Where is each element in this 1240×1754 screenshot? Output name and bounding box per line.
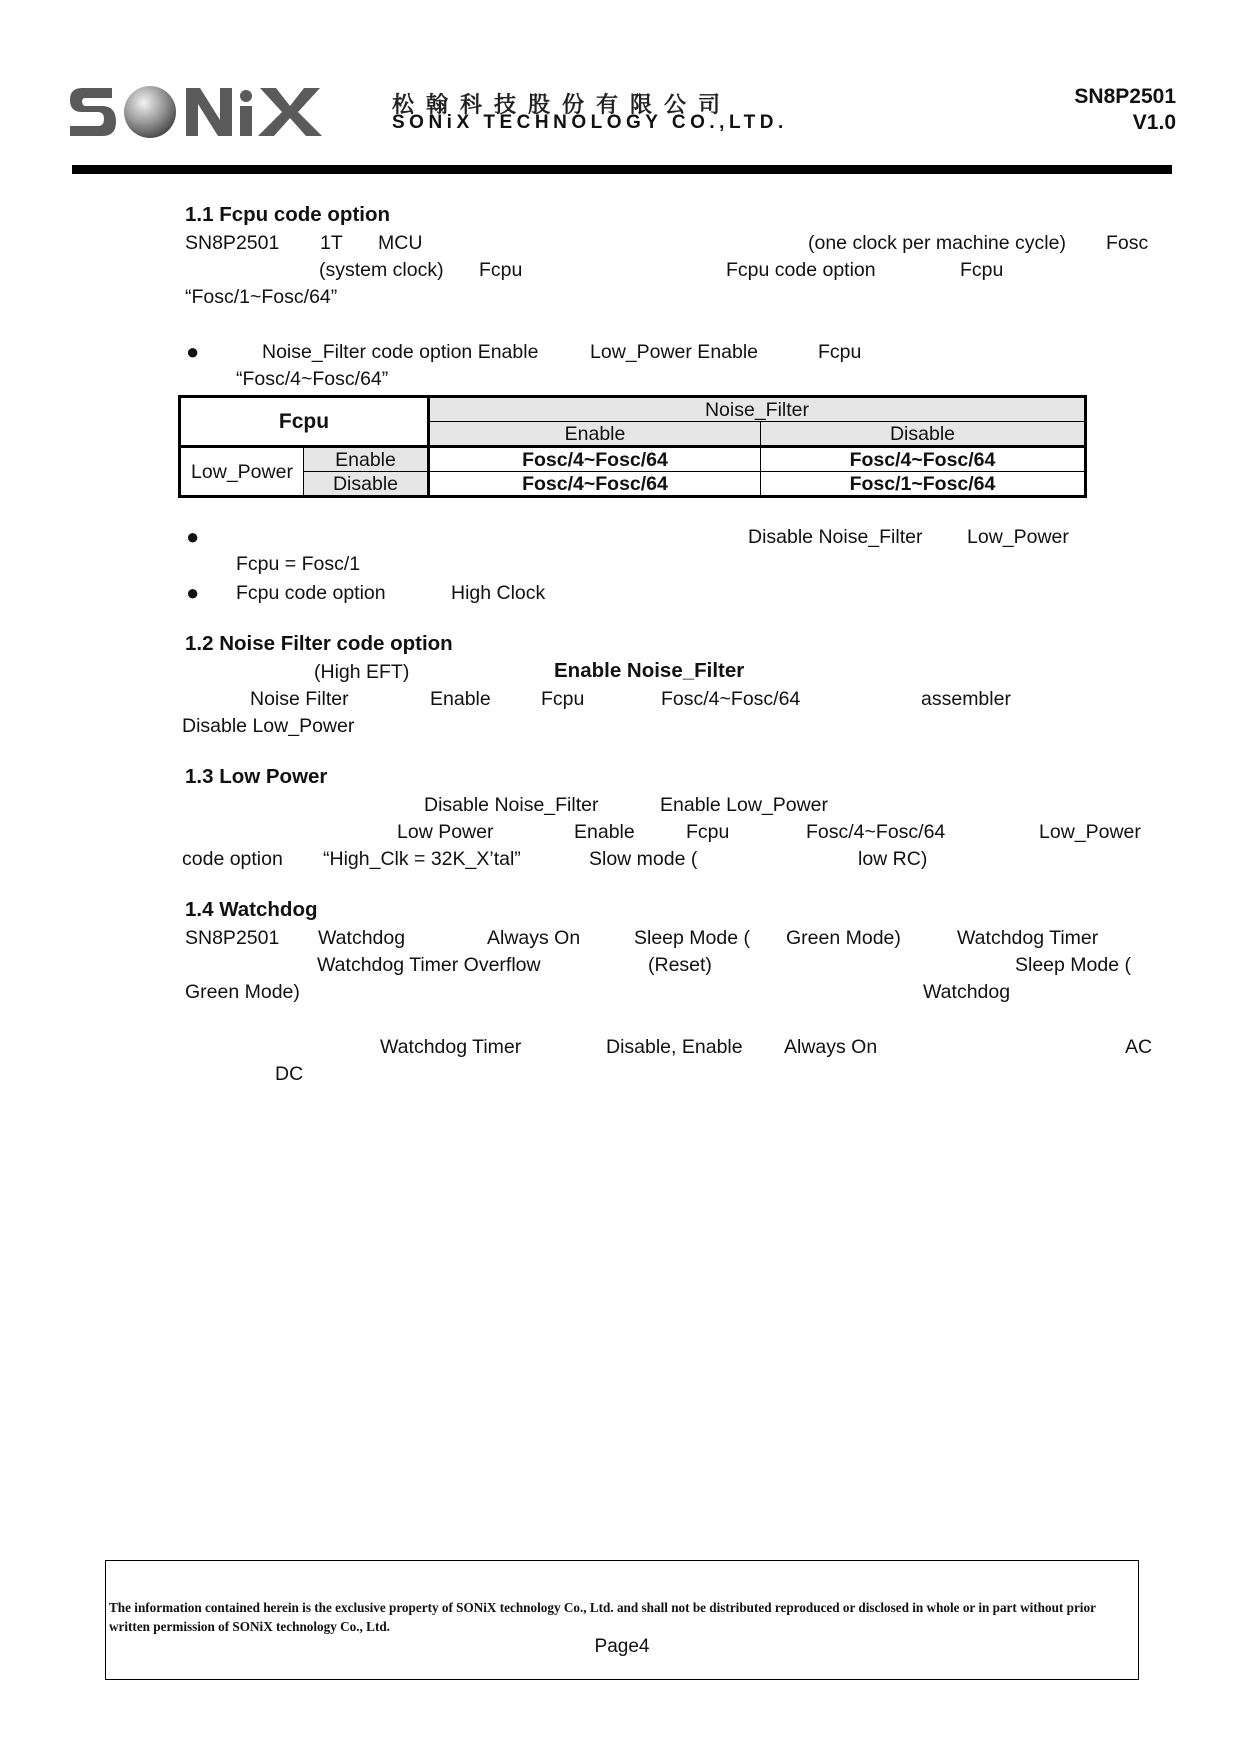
- table-row-group: Low_Power: [180, 447, 304, 497]
- table-row-label: Disable: [304, 472, 429, 497]
- bullet-icon: ●: [186, 580, 200, 605]
- note-text: Low_Power: [967, 526, 1069, 548]
- s14-text: DC: [275, 1063, 304, 1085]
- bullet-icon: ●: [186, 524, 200, 549]
- table-cell: Fosc/4~Fosc/64: [429, 447, 761, 472]
- s12-text: Enable Noise_Filter: [554, 659, 745, 682]
- s14-text: Green Mode): [786, 927, 901, 949]
- s13-text: Enable: [574, 821, 635, 843]
- s13-text: Fosc/4~Fosc/64: [806, 821, 946, 843]
- s14-text: AC: [1125, 1036, 1153, 1058]
- s13-text: Enable Low_Power: [660, 794, 829, 816]
- note-text: Fcpu = Fosc/1: [236, 553, 361, 575]
- table-col-header: Enable: [429, 422, 761, 447]
- s14-text: Watchdog Timer: [380, 1036, 522, 1058]
- s11-text: 1T: [320, 232, 343, 254]
- s12-text: assembler: [921, 688, 1011, 710]
- table-cell: Fosc/4~Fosc/64: [429, 472, 761, 497]
- page-number: Page4: [594, 1636, 650, 1657]
- s14-text: SN8P2501: [185, 927, 280, 949]
- company-name-chinese: 松翰科技股份有限公司: [392, 92, 733, 118]
- footer-notice-box: [105, 1560, 1139, 1680]
- s14-text: Watchdog: [318, 927, 406, 949]
- table-cell: Fosc/4~Fosc/64: [761, 447, 1086, 472]
- s14-text: Watchdog Timer Overflow: [317, 954, 541, 976]
- section-1-2-title: 1.2 Noise Filter code option: [185, 632, 453, 655]
- s13-text: “High_Clk = 32K_X’tal”: [323, 848, 521, 870]
- s11-text: Fcpu code option: [726, 259, 876, 281]
- s11-text: MCU: [378, 232, 423, 254]
- note-text: Fcpu code option: [236, 582, 386, 604]
- section-1-1-title: 1.1 Fcpu code option: [185, 203, 391, 226]
- table-row: [180, 447, 1086, 472]
- table-col-header: Disable: [761, 422, 1086, 447]
- note-text: Disable Noise_Filter: [748, 526, 923, 548]
- s13-text: Disable Noise_Filter: [424, 794, 599, 816]
- s11-bullet-text: Noise_Filter code option Enable: [262, 341, 539, 363]
- s14-text: Green Mode): [185, 981, 300, 1003]
- s11-text: (one clock per machine cycle): [808, 232, 1066, 254]
- s13-text: code option: [182, 848, 283, 870]
- table-group-header: Noise_Filter: [429, 397, 1086, 422]
- part-number: SN8P2501: [1074, 85, 1176, 108]
- s13-text: Low Power: [397, 821, 494, 843]
- s12-text: (High EFT): [314, 661, 410, 683]
- table-row: [180, 472, 1086, 497]
- s14-text: Watchdog: [923, 981, 1011, 1003]
- s11-bullet-text: “Fosc/4~Fosc/64”: [236, 368, 389, 390]
- note-text: High Clock: [451, 582, 546, 604]
- s12-text: Fcpu: [541, 688, 585, 710]
- s11-text: Fcpu: [960, 259, 1004, 281]
- s11-bullet-text: Fcpu: [818, 341, 862, 363]
- table-cell: Fosc/1~Fosc/64: [761, 472, 1086, 497]
- table-corner: Fcpu: [180, 397, 429, 447]
- section-1-3-title: 1.3 Low Power: [185, 765, 328, 788]
- s11-text: “Fosc/1~Fosc/64”: [185, 286, 338, 308]
- company-name-english: SONiX TECHNOLOGY CO.,LTD.: [392, 112, 788, 133]
- s12-text: Disable Low_Power: [182, 715, 355, 737]
- s12-text: Fosc/4~Fosc/64: [661, 688, 801, 710]
- s11-bullet-text: Low_Power Enable: [590, 341, 759, 363]
- s14-text: (Reset): [648, 954, 712, 976]
- bullet-icon: ●: [186, 339, 200, 364]
- s11-text: Fosc: [1106, 232, 1149, 254]
- s11-text: Fcpu: [479, 259, 523, 281]
- s14-text: Always On: [784, 1036, 878, 1058]
- s14-text: Always On: [487, 927, 581, 949]
- s13-text: Slow mode (: [589, 848, 698, 870]
- table-row: [180, 397, 1086, 422]
- s14-text: Disable, Enable: [606, 1036, 743, 1058]
- s11-text: SN8P2501: [185, 232, 280, 254]
- document-id: [1074, 84, 1176, 136]
- table-row-label: Enable: [304, 447, 429, 472]
- fcpu-table: [178, 395, 1087, 498]
- sonix-logo: [68, 82, 324, 142]
- s11-text: (system clock): [319, 259, 444, 281]
- s12-text: Enable: [430, 688, 491, 710]
- version: V1.0: [1132, 111, 1176, 134]
- s14-text: Sleep Mode (: [634, 927, 750, 949]
- s13-text: Fcpu: [686, 821, 730, 843]
- s14-text: Watchdog Timer: [957, 927, 1099, 949]
- footer-notice: The information contained herein is the exclusive property of SONiX technology Co., Ltd. and shall not be distributed reproduced or disclosed in whole or in part without prior written permission of SONiX technology Co., Ltd.: [109, 1600, 1096, 1634]
- s13-text: low RC): [858, 848, 928, 870]
- s12-text: Noise Filter: [250, 688, 349, 710]
- s13-text: Low_Power: [1039, 821, 1141, 843]
- section-1-4-title: 1.4 Watchdog: [185, 898, 318, 921]
- header-rule: [72, 165, 1172, 174]
- s14-text: Sleep Mode (: [1015, 954, 1131, 976]
